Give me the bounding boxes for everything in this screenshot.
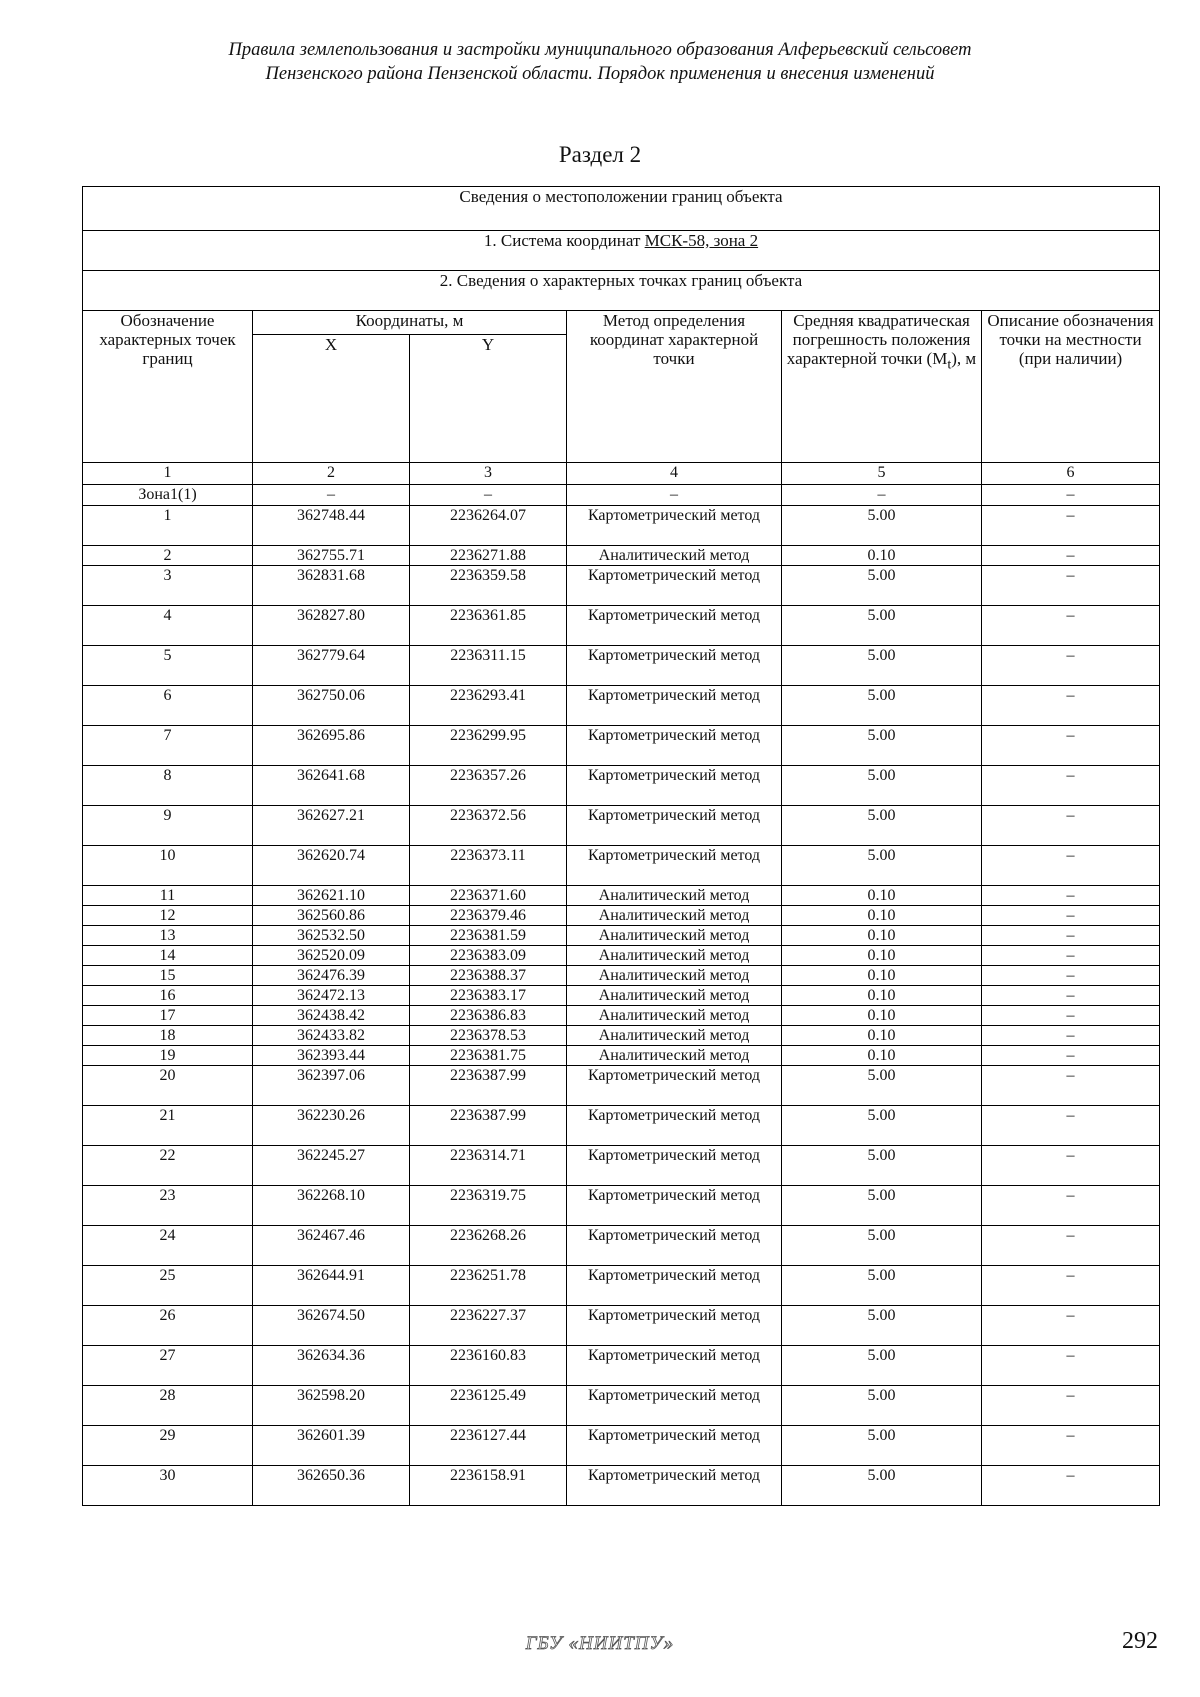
description: –	[982, 606, 1160, 646]
table-row	[83, 1186, 1160, 1226]
table-row	[83, 726, 1160, 766]
description: –	[982, 766, 1160, 806]
coord-x: 362601.39	[253, 1426, 410, 1466]
method: Картометрический метод	[567, 1306, 782, 1346]
mean-error: 5.00	[782, 1146, 982, 1186]
method: Аналитический метод	[567, 886, 782, 906]
zone-cell-x: –	[253, 485, 410, 506]
coord-x: 362750.06	[253, 686, 410, 726]
table-row	[83, 566, 1160, 606]
description: –	[982, 966, 1160, 986]
mean-error: 5.00	[782, 766, 982, 806]
coord-system-label: 1. Система координат	[483, 231, 645, 250]
header-x: X	[253, 335, 410, 463]
table-row	[83, 946, 1160, 966]
coord-x: 362472.13	[253, 986, 410, 1006]
mean-error: 5.00	[782, 566, 982, 606]
point-number: 13	[83, 926, 253, 946]
table-row	[83, 846, 1160, 886]
coord-x: 362755.71	[253, 546, 410, 566]
description: –	[982, 886, 1160, 906]
mean-error: 5.00	[782, 1386, 982, 1426]
table-row	[83, 1426, 1160, 1466]
point-number: 1	[83, 506, 253, 546]
coord-system-row	[83, 231, 1160, 271]
method: Картометрический метод	[567, 606, 782, 646]
coord-y: 2236359.58	[410, 566, 567, 606]
description: –	[982, 846, 1160, 886]
header-coords: Координаты, м	[253, 311, 567, 335]
header-error	[782, 311, 982, 463]
point-number: 8	[83, 766, 253, 806]
mean-error: 5.00	[782, 1466, 982, 1506]
description: –	[982, 1466, 1160, 1506]
coord-x: 362620.74	[253, 846, 410, 886]
header-line-2: Пензенского района Пензенской области. Порядок применения и внесения изменений	[265, 64, 935, 84]
table-row	[83, 1106, 1160, 1146]
method: Картометрический метод	[567, 646, 782, 686]
description: –	[982, 1046, 1160, 1066]
mean-error: 5.00	[782, 506, 982, 546]
col-number-5: 5	[782, 463, 982, 485]
table-row	[83, 1046, 1160, 1066]
point-number: 23	[83, 1186, 253, 1226]
header-row-1	[83, 311, 1160, 335]
method: Картометрический метод	[567, 1186, 782, 1226]
coord-x: 362245.27	[253, 1146, 410, 1186]
point-number: 20	[83, 1066, 253, 1106]
section-title: Раздел 2	[558, 142, 642, 167]
mean-error: 5.00	[782, 646, 982, 686]
coord-x: 362230.26	[253, 1106, 410, 1146]
table-row	[83, 686, 1160, 726]
table-row	[83, 886, 1160, 906]
mean-error: 5.00	[782, 846, 982, 886]
coord-y: 2236299.95	[410, 726, 567, 766]
table-row	[83, 966, 1160, 986]
coord-y: 2236383.09	[410, 946, 567, 966]
coord-y: 2236227.37	[410, 1306, 567, 1346]
coord-x: 362438.42	[253, 1006, 410, 1026]
method: Картометрический метод	[567, 1106, 782, 1146]
header-method: Метод определения координат характерной точки	[567, 311, 782, 463]
table-row	[83, 1266, 1160, 1306]
zone-name: Зона1(1)	[83, 485, 253, 506]
point-number: 26	[83, 1306, 253, 1346]
coord-x: 362476.39	[253, 966, 410, 986]
coord-x: 362397.06	[253, 1066, 410, 1106]
coord-y: 2236271.88	[410, 546, 567, 566]
table-row	[83, 1226, 1160, 1266]
coord-y: 2236371.60	[410, 886, 567, 906]
point-number: 24	[83, 1226, 253, 1266]
mean-error: 0.10	[782, 906, 982, 926]
mean-error: 5.00	[782, 806, 982, 846]
table-row	[83, 926, 1160, 946]
table-title: Сведения о местоположении границ объекта	[83, 187, 1160, 231]
coord-y: 2236158.91	[410, 1466, 567, 1506]
description: –	[982, 1306, 1160, 1346]
coord-y: 2236160.83	[410, 1346, 567, 1386]
point-number: 29	[83, 1426, 253, 1466]
point-number: 28	[83, 1386, 253, 1426]
method: Картометрический метод	[567, 806, 782, 846]
coord-y: 2236319.75	[410, 1186, 567, 1226]
description: –	[982, 1026, 1160, 1046]
coord-x: 362779.64	[253, 646, 410, 686]
point-number: 5	[83, 646, 253, 686]
coord-y: 2236125.49	[410, 1386, 567, 1426]
mean-error: 0.10	[782, 1006, 982, 1026]
method: Картометрический метод	[567, 1146, 782, 1186]
mean-error: 5.00	[782, 1426, 982, 1466]
coord-y: 2236251.78	[410, 1266, 567, 1306]
method: Аналитический метод	[567, 1026, 782, 1046]
coord-x: 362621.10	[253, 886, 410, 906]
method: Картометрический метод	[567, 1466, 782, 1506]
method: Картометрический метод	[567, 1386, 782, 1426]
method: Картометрический метод	[567, 566, 782, 606]
description: –	[982, 1066, 1160, 1106]
coord-y: 2236378.53	[410, 1026, 567, 1046]
mean-error: 0.10	[782, 926, 982, 946]
mean-error: 5.00	[782, 1346, 982, 1386]
description: –	[982, 1346, 1160, 1386]
coord-y: 2236381.59	[410, 926, 567, 946]
point-number: 9	[83, 806, 253, 846]
table-row	[83, 1026, 1160, 1046]
table-row	[83, 546, 1160, 566]
description: –	[982, 926, 1160, 946]
header-error-pre: Средняя квадратическая погрешность положения характерной точки (M	[786, 311, 971, 368]
point-number: 10	[83, 846, 253, 886]
point-number: 22	[83, 1146, 253, 1186]
mean-error: 0.10	[782, 546, 982, 566]
coord-x: 362650.36	[253, 1466, 410, 1506]
point-number: 6	[83, 686, 253, 726]
mean-error: 5.00	[782, 726, 982, 766]
description: –	[982, 1266, 1160, 1306]
coord-x: 362695.86	[253, 726, 410, 766]
point-number: 7	[83, 726, 253, 766]
description: –	[982, 646, 1160, 686]
coord-y: 2236372.56	[410, 806, 567, 846]
method: Аналитический метод	[567, 986, 782, 1006]
point-number: 25	[83, 1266, 253, 1306]
description: –	[982, 1186, 1160, 1226]
coord-x: 362674.50	[253, 1306, 410, 1346]
mean-error: 5.00	[782, 1266, 982, 1306]
coord-x: 362827.80	[253, 606, 410, 646]
table-row	[83, 646, 1160, 686]
zone-row	[83, 485, 1160, 506]
coord-y: 2236268.26	[410, 1226, 567, 1266]
mean-error: 0.10	[782, 886, 982, 906]
header-line-1: Правила землепользования и застройки муниципального образования Алферьевский сельсовет	[228, 40, 972, 60]
mean-error: 5.00	[782, 606, 982, 646]
footer-organization: ГБУ «НИИТПУ»	[525, 1633, 675, 1654]
coord-y: 2236373.11	[410, 846, 567, 886]
table-row	[83, 1466, 1160, 1506]
coord-y: 2236388.37	[410, 966, 567, 986]
method: Аналитический метод	[567, 1006, 782, 1026]
coord-y: 2236314.71	[410, 1146, 567, 1186]
table-row	[83, 1386, 1160, 1426]
header-description: Описание обозначения точки на местности (при наличии)	[982, 311, 1160, 463]
coord-x: 362644.91	[253, 1266, 410, 1306]
coord-x: 362393.44	[253, 1046, 410, 1066]
page-number: 292	[1122, 1628, 1158, 1654]
table-row	[83, 506, 1160, 546]
coord-y: 2236383.17	[410, 986, 567, 1006]
coord-y: 2236293.41	[410, 686, 567, 726]
coord-x: 362634.36	[253, 1346, 410, 1386]
description: –	[982, 806, 1160, 846]
table-row	[83, 1306, 1160, 1346]
table-row	[83, 606, 1160, 646]
mean-error: 0.10	[782, 1046, 982, 1066]
mean-error: 0.10	[782, 966, 982, 986]
coord-y: 2236387.99	[410, 1066, 567, 1106]
method: Картометрический метод	[567, 1266, 782, 1306]
mean-error: 0.10	[782, 946, 982, 966]
coord-x: 362831.68	[253, 566, 410, 606]
description: –	[982, 1146, 1160, 1186]
column-number-row	[83, 463, 1160, 485]
zone-cell-error: –	[782, 485, 982, 506]
description: –	[982, 1106, 1160, 1146]
point-number: 16	[83, 986, 253, 1006]
method: Картометрический метод	[567, 1066, 782, 1106]
coord-x: 362641.68	[253, 766, 410, 806]
table-row	[83, 1346, 1160, 1386]
mean-error: 5.00	[782, 1306, 982, 1346]
coord-y: 2236379.46	[410, 906, 567, 926]
mean-error: 5.00	[782, 686, 982, 726]
mean-error: 5.00	[782, 1226, 982, 1266]
coord-y: 2236357.26	[410, 766, 567, 806]
col-number-3: 3	[410, 463, 567, 485]
point-number: 3	[83, 566, 253, 606]
coord-x: 362748.44	[253, 506, 410, 546]
coord-y: 2236264.07	[410, 506, 567, 546]
method: Картометрический метод	[567, 1346, 782, 1386]
method: Картометрический метод	[567, 686, 782, 726]
method: Картометрический метод	[567, 766, 782, 806]
table-row	[83, 1006, 1160, 1026]
coord-y: 2236311.15	[410, 646, 567, 686]
table-row	[83, 806, 1160, 846]
point-number: 19	[83, 1046, 253, 1066]
point-number: 11	[83, 886, 253, 906]
coord-y: 2236361.85	[410, 606, 567, 646]
description: –	[982, 546, 1160, 566]
coord-system-value: МСК-58, зона 2	[644, 231, 759, 250]
method: Аналитический метод	[567, 906, 782, 926]
zone-cell-method: –	[567, 485, 782, 506]
description: –	[982, 686, 1160, 726]
point-number: 30	[83, 1466, 253, 1506]
mean-error: 5.00	[782, 1186, 982, 1226]
mean-error: 0.10	[782, 986, 982, 1006]
method: Картометрический метод	[567, 846, 782, 886]
method: Картометрический метод	[567, 1426, 782, 1466]
method: Аналитический метод	[567, 926, 782, 946]
header-point: Обозначение характерных точек границ	[83, 311, 253, 463]
table-row	[83, 766, 1160, 806]
coord-x: 362268.10	[253, 1186, 410, 1226]
point-number: 18	[83, 1026, 253, 1046]
points-title-row	[83, 271, 1160, 311]
description: –	[982, 506, 1160, 546]
points-title: 2. Сведения о характерных точках границ объекта	[83, 271, 1160, 311]
point-number: 4	[83, 606, 253, 646]
description: –	[982, 906, 1160, 926]
description: –	[982, 1006, 1160, 1026]
point-number: 27	[83, 1346, 253, 1386]
coord-x: 362520.09	[253, 946, 410, 966]
table-row	[83, 906, 1160, 926]
description: –	[982, 986, 1160, 1006]
coord-x: 362598.20	[253, 1386, 410, 1426]
coord-x: 362433.82	[253, 1026, 410, 1046]
col-number-4: 4	[567, 463, 782, 485]
method: Картометрический метод	[567, 1226, 782, 1266]
col-number-1: 1	[83, 463, 253, 485]
header-error-post: ), м	[951, 349, 977, 368]
description: –	[982, 1386, 1160, 1426]
method: Аналитический метод	[567, 966, 782, 986]
point-number: 14	[83, 946, 253, 966]
method: Аналитический метод	[567, 546, 782, 566]
coord-x: 362627.21	[253, 806, 410, 846]
point-number: 15	[83, 966, 253, 986]
document-header	[0, 38, 1200, 86]
table-title-row	[83, 187, 1160, 231]
coord-x: 362560.86	[253, 906, 410, 926]
mean-error: 5.00	[782, 1106, 982, 1146]
point-number: 2	[83, 546, 253, 566]
coord-y: 2236127.44	[410, 1426, 567, 1466]
zone-cell-description: –	[982, 485, 1160, 506]
coord-y: 2236386.83	[410, 1006, 567, 1026]
method: Аналитический метод	[567, 1046, 782, 1066]
description: –	[982, 1426, 1160, 1466]
method: Картометрический метод	[567, 506, 782, 546]
zone-cell-y: –	[410, 485, 567, 506]
table-row	[83, 1146, 1160, 1186]
point-number: 12	[83, 906, 253, 926]
header-y: Y	[410, 335, 567, 463]
description: –	[982, 946, 1160, 966]
table-row	[83, 986, 1160, 1006]
coord-y: 2236387.99	[410, 1106, 567, 1146]
description: –	[982, 566, 1160, 606]
mean-error: 5.00	[782, 1066, 982, 1106]
col-number-6: 6	[982, 463, 1160, 485]
coord-x: 362532.50	[253, 926, 410, 946]
coord-system	[83, 231, 1160, 271]
method: Аналитический метод	[567, 946, 782, 966]
col-number-2: 2	[253, 463, 410, 485]
description: –	[982, 726, 1160, 766]
header-error-sub: t	[947, 356, 952, 373]
point-number: 21	[83, 1106, 253, 1146]
table-row	[83, 1066, 1160, 1106]
coord-y: 2236381.75	[410, 1046, 567, 1066]
point-number: 17	[83, 1006, 253, 1026]
method: Картометрический метод	[567, 726, 782, 766]
boundary-points-table	[82, 186, 1160, 1506]
description: –	[982, 1226, 1160, 1266]
mean-error: 0.10	[782, 1026, 982, 1046]
coord-x: 362467.46	[253, 1226, 410, 1266]
